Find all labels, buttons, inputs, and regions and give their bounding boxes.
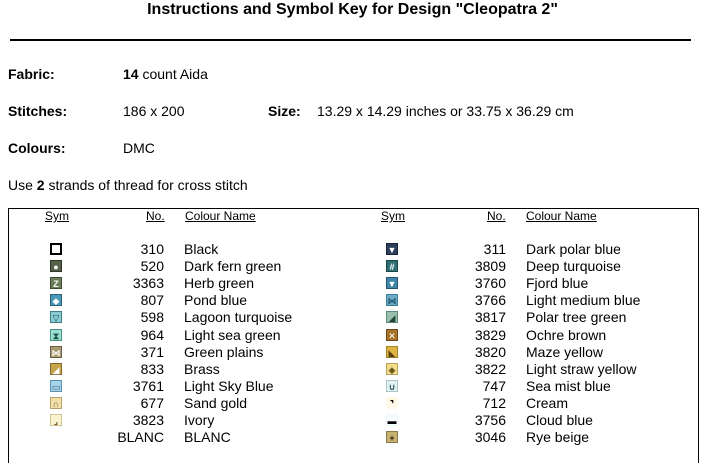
colour-name: Sea mist blue <box>526 378 611 394</box>
dmc-number: 3760 <box>474 275 506 291</box>
dmc-number: 3823 <box>132 412 164 428</box>
symbol-swatch-icon: Z <box>50 277 62 289</box>
key-row-right <box>0 378 705 395</box>
dmc-number: 747 <box>482 378 506 394</box>
header-no-left: No. <box>146 209 165 223</box>
colour-name: Rye beige <box>526 429 590 445</box>
symbol-swatch-icon: ▼ <box>387 245 397 255</box>
symbol-swatch-icon: ▼ <box>387 279 397 289</box>
symbol-swatch-icon: ▽ <box>50 311 62 323</box>
colours-value: DMC <box>123 140 155 156</box>
colour-name: BLANC <box>184 429 231 445</box>
size-value: 13.29 x 14.29 inches or 33.75 x 36.29 cm <box>317 103 574 119</box>
key-row-right <box>0 429 705 446</box>
colour-name: Cream <box>526 395 569 411</box>
symbol-swatch-icon: ▬ <box>387 416 397 426</box>
colour-name: Maze yellow <box>526 344 604 360</box>
stitches-label: Stitches: <box>8 103 68 119</box>
document-title: Instructions and Symbol Key for Design "Cleopatra 2" <box>147 1 558 18</box>
symbol-swatch-icon: ◢ <box>50 363 62 375</box>
colour-name: Light straw yellow <box>526 361 637 377</box>
colour-name: Green plains <box>184 344 264 360</box>
key-row-right <box>0 344 705 361</box>
colour-name: Fjord blue <box>526 275 589 291</box>
dmc-number: 3761 <box>132 378 164 394</box>
symbol-swatch-icon: ✕ <box>386 329 398 341</box>
symbol-swatch-icon: ▭ <box>51 382 61 392</box>
thread-instruction <box>8 177 248 193</box>
title-divider <box>10 39 691 41</box>
key-row-right <box>0 361 705 378</box>
dmc-number: 520 <box>140 258 164 274</box>
symbol-swatch-icon: ◢ <box>386 311 398 323</box>
fabric-value <box>123 66 208 82</box>
size-label: Size: <box>268 103 301 119</box>
dmc-number: 598 <box>140 309 164 325</box>
dmc-number: BLANC <box>117 429 164 445</box>
colour-name: Light sea green <box>184 327 281 343</box>
instruction-post: strands of thread for cross stitch <box>44 177 248 193</box>
key-row-right <box>0 275 705 292</box>
instruction-pre: Use <box>8 177 37 193</box>
colour-name: Light medium blue <box>526 292 641 308</box>
colour-name: Pond blue <box>184 292 248 308</box>
colour-name: Dark polar blue <box>526 241 621 257</box>
key-row-right <box>0 258 705 275</box>
symbol-swatch-icon: ● <box>50 260 62 272</box>
dmc-number: 3046 <box>474 429 506 445</box>
key-row-right <box>0 327 705 344</box>
fabric-count: 14 <box>123 66 139 82</box>
fabric-label: Fabric: <box>8 66 55 82</box>
symbol-swatch-icon: ◆ <box>50 294 62 306</box>
dmc-number: 807 <box>140 292 164 308</box>
symbol-swatch-icon: ∩ <box>50 397 62 409</box>
key-row-right <box>0 292 705 309</box>
key-row-right <box>0 241 705 258</box>
symbol-swatch-icon: ⧗ <box>50 329 62 341</box>
key-row-right <box>0 412 705 429</box>
header-name-left: Colour Name <box>185 209 256 223</box>
header-sym-left: Sym <box>45 209 69 223</box>
colours-label: Colours: <box>8 140 66 156</box>
colour-name: Dark fern green <box>184 258 282 274</box>
header-name-right: Colour Name <box>526 209 597 223</box>
header-no-right: No. <box>487 209 506 223</box>
colour-name: Polar tree green <box>526 309 627 325</box>
symbol-swatch-icon: + <box>386 431 398 443</box>
dmc-number: 3809 <box>474 258 506 274</box>
symbol-swatch-icon: ◆ <box>386 363 398 375</box>
symbol-swatch-icon: ⌟ <box>50 414 62 426</box>
strand-count: 2 <box>36 177 45 193</box>
colour-name: Ivory <box>184 412 215 428</box>
dmc-number: 964 <box>140 327 164 343</box>
dmc-number: 677 <box>140 395 164 411</box>
stitches-value: 186 x 200 <box>123 103 185 119</box>
dmc-number: 3766 <box>474 292 506 308</box>
symbol-swatch-icon: ⋈ <box>387 296 397 306</box>
symbol-swatch-icon: ⌝ <box>386 397 398 409</box>
dmc-number: 3756 <box>474 412 506 428</box>
key-row-right <box>0 395 705 412</box>
symbol-swatch-icon: ∪ <box>386 380 398 392</box>
symbol-swatch-icon: ◣ <box>386 346 398 358</box>
colour-name: Lagoon turquoise <box>184 309 293 325</box>
colour-name: Black <box>184 241 219 257</box>
colour-name: Herb green <box>184 275 255 291</box>
key-row-right <box>0 309 705 326</box>
dmc-number: 3820 <box>474 344 506 360</box>
symbol-swatch-icon: # <box>386 260 398 272</box>
dmc-number: 3363 <box>132 275 164 291</box>
colour-name: Ochre brown <box>526 327 607 343</box>
dmc-number: 3829 <box>474 327 506 343</box>
dmc-number: 712 <box>482 395 506 411</box>
dmc-number: 310 <box>140 241 164 257</box>
fabric-type: count Aida <box>138 66 208 82</box>
dmc-number: 833 <box>140 361 164 377</box>
dmc-number: 3822 <box>474 361 506 377</box>
dmc-number: 311 <box>483 241 506 257</box>
symbol-swatch-icon: ⋈ <box>51 348 61 358</box>
colour-name: Light Sky Blue <box>184 378 274 394</box>
colour-name: Sand gold <box>184 395 248 411</box>
header-sym-right: Sym <box>381 209 405 223</box>
dmc-number: 371 <box>140 344 164 360</box>
colour-name: Brass <box>184 361 220 377</box>
colour-name: Cloud blue <box>526 412 593 428</box>
dmc-number: 3817 <box>474 309 506 325</box>
colour-name: Deep turquoise <box>526 258 621 274</box>
